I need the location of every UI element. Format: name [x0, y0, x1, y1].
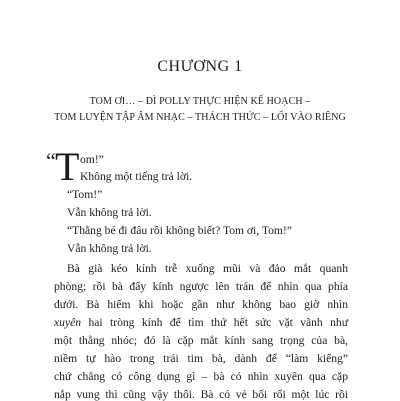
paragraph-line-rest: hai tròng kính để tìm thứ hết sức vặt vãnh như — [88, 316, 349, 329]
paragraph-line: phòng; rồi bà đẩy kính ngược lên trán để nhìn qua phía — [54, 280, 348, 293]
paragraph-line: chứ chẳng có công dụng gì – bà có nhìn xuyên qua cặp — [54, 370, 348, 383]
body-line: “Tom!” — [67, 188, 103, 201]
chapter-subtitle-line-2: TOM LUYỆN TẬP ÂM NHẠC – THÁCH THỨC – LỐI VÀO RIÊNG — [54, 112, 346, 123]
body-line: “Thằng bé đi đâu rồi không biết? Tom ơi, Tom!” — [67, 224, 292, 237]
paragraph-line: nắp vung thì cũng vậy thôi. Bà có vẻ bối rối một lúc rồi — [54, 388, 348, 401]
chapter-title: CHƯƠNG 1 — [157, 58, 243, 75]
paragraph-line: một thằng nhóc; đó là cặp mắt kính sang trọng của bà, — [54, 334, 348, 347]
drop-cap-letter: T — [55, 144, 80, 189]
paragraph-line: Bà già kéo kính trễ xuống mũi và đảo mắt quanh — [67, 262, 348, 275]
paragraph-line: niềm tự hào trong trái tim bà, dành để “làm kiểng” — [54, 352, 348, 365]
body-line: Vẫn không trả lời. — [67, 242, 152, 255]
body-line: Vẫn không trả lời. — [67, 206, 152, 219]
first-line-rest: om!” — [80, 153, 104, 166]
paragraph-line: dưới. Bà hiếm khi hoặc gần như không bao giờ nhìn — [54, 298, 348, 311]
chapter-subtitle-line-1: TOM ƠI… – DÌ POLLY THỰC HIỆN KẾ HOẠCH – — [89, 96, 311, 107]
paragraph-line-with-italic — [54, 316, 348, 329]
italic-word: xuyên — [54, 316, 82, 329]
opening-quote-mark: “ — [46, 148, 56, 173]
body-line: Không một tiếng trả lời. — [80, 170, 193, 183]
